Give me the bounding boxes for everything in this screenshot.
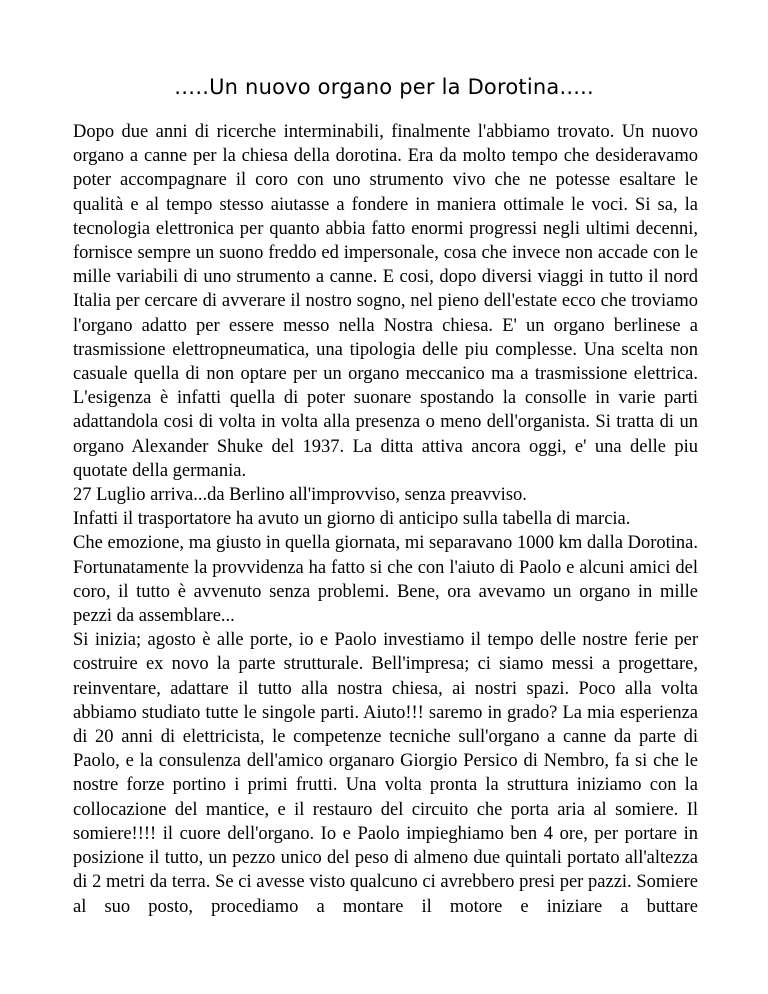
document-title: …..Un nuovo organo per la Dorotina..... xyxy=(174,75,594,99)
paragraph-1: Dopo due anni di ricerche interminabili, finalmente l'abbiamo trovato. Un nuovo organo a canne per la chiesa della dorotina. Era da molto tempo che desideravamo poter accompagnare il coro con uno strumento vivo che ne potesse esaltare le qualità e al tempo stesso aiutasse a fondere in maniera ottimale le voci. Si sa, la tecnologia elettronica per quanto abbia fatto enormi progressi negli ultimi decenni, fornisce sempre un suono freddo ed impersonale, cosa che invece non accade con le mille variabili di uno strumento a canne. E cosi, dopo diversi viaggi in tutto il nord Italia per cercare di avverare il nostro sogno, nel pieno dell'estate ecco che troviamo l'organo adatto per essere messo nella Nostra chiesa. E' un organo berlinese a trasmissione elettropneumatica, una tipologia delle piu complesse. Una scelta non casuale quella di non optare per un organo meccanico ma a trasmissione elettrica. L'esigenza è infatti quella di poter suonare spostando la consolle in varie parti adattandola cosi di volta in volta alla presenza o meno dell'organista. Si tratta di un organo Alexander Shuke del 1937. La ditta attiva ancora oggi, e' una delle piu quotate della germania. xyxy=(73,122,698,481)
paragraph-2: 27 Luglio arriva...da Berlino all'improvviso, senza preavviso. xyxy=(73,485,527,506)
paragraph-3: Infatti il trasportatore ha avuto un giorno di anticipo sulla tabella di marcia. xyxy=(73,509,631,530)
paragraph-4: Che emozione, ma giusto in quella giornata, mi separavano 1000 km dalla Dorotina. Fortunatamente la provvidenza ha fatto si che con l'aiuto di Paolo e alcuni amici del coro, il tutto è avvenuto senza problemi. Bene, ora avevamo un organo in mille pezzi da assemblare... xyxy=(73,533,698,627)
document-body xyxy=(73,120,698,919)
paragraph-5: Si inizia; agosto è alle porte, io e Paolo investiamo il tempo delle nostre ferie per costruire ex novo la parte strutturale. Bell'impresa; ci siamo messi a progettare, reinventare, adattare il tutto alla nostra chiesa, ai nostri spazi. Poco alla volta abbiamo studiato tutte le singole parti. Aiuto!!! saremo in grado? La mia esperienza di 20 anni di elettricista, le competenze tecniche sull'organo a canne da parte di Paolo, e la consulenza dell'amico organaro Giorgio Persico di Nembro, fa si che le nostre forze portino i primi frutti. Una volta pronta la struttura iniziamo con la collocazione del mantice, e il restauro del circuito che porta aria al somiere. Il somiere!!!! il cuore dell'organo. Io e Paolo impieghiamo ben 4 ore, per portare in posizione il tutto, un pezzo unico del peso di almeno due quintali portato all'altezza di 2 metri da terra. Se ci avesse visto qualcuno ci avrebbero presi per pazzi. Somiere al suo posto, procediamo a montare il motore e iniziare a buttare xyxy=(73,630,698,917)
